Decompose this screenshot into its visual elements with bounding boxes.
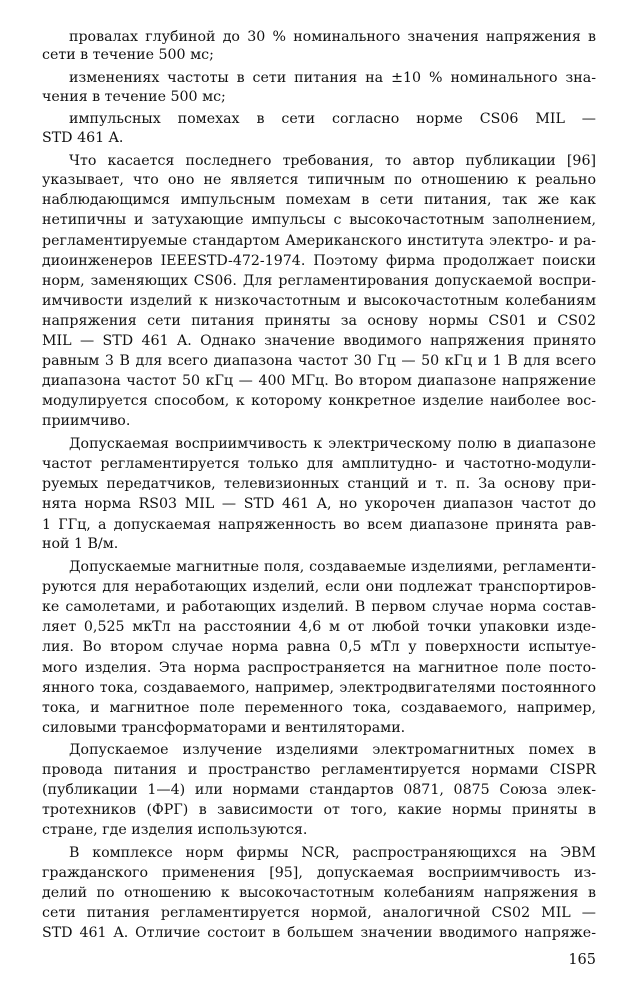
text-line bbox=[42, 783, 596, 797]
text-line bbox=[42, 701, 596, 715]
text-line bbox=[42, 886, 596, 900]
text-line-content: регламентируемые стандартом Американского института электро- и ра- bbox=[42, 233, 596, 249]
text-line bbox=[42, 537, 596, 551]
text-line-content: янного тока, создаваемого, например, электродвигателями постоянного bbox=[42, 680, 596, 696]
text-line-content: чения в течение 500 мс; bbox=[42, 89, 226, 105]
text-line bbox=[42, 374, 596, 388]
text-line bbox=[42, 294, 596, 308]
text-line bbox=[42, 414, 596, 428]
text-line-content: приимчиво. bbox=[42, 413, 131, 429]
text-line-content: руемых передатчиков, телевизионных станций и т. п. За основу при- bbox=[42, 476, 596, 492]
text-line-content: руются для неработающих изделий, если они подлежат транспортиров- bbox=[42, 579, 596, 595]
text-line-content: Допускаемая восприимчивость к электрическому полю в диапазоне bbox=[69, 436, 596, 452]
text-line bbox=[42, 823, 596, 837]
text-line-content: импульсных помехах в сети согласно норме CS06 MIL — bbox=[69, 111, 596, 127]
text-line bbox=[42, 580, 596, 594]
text-line-content: нетипичны и затухающие импульсы с высокочастотным заполнением, bbox=[42, 212, 596, 228]
text-line-content: диапазона частот 50 кГц — 400 МГц. Во втором диапазоне напряжение bbox=[42, 373, 596, 389]
text-line bbox=[42, 193, 596, 207]
text-line-content: диоинженеров IEEESTD-472-1974. Поэтому фирма продолжает поиски bbox=[42, 253, 596, 269]
text-line bbox=[42, 154, 596, 168]
page-body bbox=[42, 30, 596, 990]
text-line bbox=[42, 926, 596, 940]
text-line-content: провода питания и пространство регламентируется нормами CISPR bbox=[42, 762, 596, 778]
text-line-content: изменениях частоты в сети питания на ±10 % номинального зна- bbox=[69, 70, 596, 86]
text-line-content: норм, заменяющих CS06. Для регламентирования допускаемой воспри- bbox=[42, 273, 596, 289]
text-line bbox=[42, 234, 596, 248]
text-line-content: модулируется способом, к которому конкретное изделие наиболее вос- bbox=[42, 393, 596, 409]
text-line-content: наблюдающимся импульсным помехам в сети питания, так же как bbox=[42, 192, 596, 208]
text-line bbox=[42, 334, 596, 348]
text-line bbox=[42, 394, 596, 408]
text-line-content: тока, и магнитное поле переменного тока, создаваемого, например, bbox=[42, 700, 596, 716]
text-line-content: делий по отношению к высокочастотным колебаниям напряжения в bbox=[42, 885, 596, 901]
text-line bbox=[42, 600, 596, 614]
text-line bbox=[42, 640, 596, 654]
text-line-content: лия. Во втором случае норма равна 0,5 мТл у поверхности испытуе- bbox=[42, 639, 596, 655]
text-line bbox=[42, 518, 596, 532]
text-line bbox=[42, 661, 596, 675]
text-line-content: (публикации 1—4) или нормами стандартов 0871, 0875 Союза элек- bbox=[42, 782, 596, 798]
text-line-content: нята норма RS03 MIL — STD 461 A, но укорочен диапазон частот до bbox=[42, 496, 596, 512]
text-line bbox=[42, 763, 596, 777]
text-line bbox=[42, 437, 596, 451]
text-line bbox=[42, 213, 596, 227]
text-line bbox=[42, 173, 596, 187]
text-line-content: тротехников (ФРГ) в зависимости от того, какие нормы приняты в bbox=[42, 802, 596, 818]
text-line bbox=[42, 560, 596, 574]
text-line-content: мого изделия. Эта норма распространяется на магнитное поле посто- bbox=[42, 660, 596, 676]
text-line-content: В комплексе норм фирмы NCR, распространяющихся на ЭВМ bbox=[69, 845, 596, 861]
text-line bbox=[42, 48, 596, 62]
text-line-content: сети питания регламентируется нормой, аналогичной CS02 MIL — bbox=[42, 905, 596, 921]
text-line bbox=[42, 90, 596, 104]
text-line-content: силовыми трансформаторами и вентиляторами. bbox=[42, 720, 406, 736]
text-line-content: стране, где изделия используются. bbox=[42, 822, 308, 838]
text-line bbox=[42, 71, 596, 85]
text-line-content: ке самолетами, и работающих изделий. В первом случае норма состав- bbox=[42, 599, 596, 615]
text-line-content: указывает, что оно не является типичным по отношению к реально bbox=[42, 172, 596, 188]
text-line-content: частот регламентируется только для амплитудно- и частотно-модули- bbox=[42, 456, 596, 472]
text-line bbox=[42, 314, 596, 328]
page-number: 165 bbox=[568, 952, 596, 968]
text-line-content: напряжения сети питания приняты за основу нормы CS01 и CS02 bbox=[42, 313, 596, 329]
text-line-content: Допускаемые магнитные поля, создаваемые изделиями, регламенти- bbox=[69, 559, 596, 575]
text-line-content: 1 ГГц, а допускаемая напряженность во всем диапазоне принята рав- bbox=[42, 517, 596, 533]
text-line-content: имчивости изделий к низкочастотным и высокочастотным колебаниям bbox=[42, 293, 596, 309]
text-line bbox=[42, 721, 596, 735]
text-line bbox=[42, 274, 596, 288]
text-line-content: Что касается последнего требования, то автор публикации [96] bbox=[69, 153, 596, 169]
text-line bbox=[42, 112, 596, 126]
text-line bbox=[42, 743, 596, 757]
text-line bbox=[42, 906, 596, 920]
text-line bbox=[42, 131, 596, 145]
text-line-content: STD 461 A. bbox=[42, 130, 124, 146]
text-line-content: провалах глубиной до 30 % номинального значения напряжения в bbox=[69, 29, 596, 45]
text-line bbox=[42, 866, 596, 880]
text-line-content: ляет 0,525 мкТл на расстоянии 4,6 м от любой точки упаковки изде- bbox=[42, 619, 596, 635]
text-line-content: STD 461 A. Отличие состоит в большем значении вводимого напряже- bbox=[42, 925, 596, 941]
text-line bbox=[42, 497, 596, 511]
text-line bbox=[42, 30, 596, 44]
text-line-content: сети в течение 500 мс; bbox=[42, 47, 214, 63]
text-line-content: ной 1 В/м. bbox=[42, 536, 119, 552]
text-line bbox=[42, 620, 596, 634]
text-line bbox=[42, 846, 596, 860]
text-line-content: Допускаемое излучение изделиями электромагнитных помех в bbox=[69, 742, 596, 758]
text-line bbox=[42, 254, 596, 268]
text-line-content: равным 3 В для всего диапазона частот 30 Гц — 50 кГц и 1 В для всего bbox=[42, 353, 596, 369]
text-line-content: MIL — STD 461 A. Однако значение вводимого напряжения принято bbox=[42, 333, 596, 349]
text-line-content: гражданского применения [95], допускаемая восприимчивость из- bbox=[42, 865, 596, 881]
text-line bbox=[42, 477, 596, 491]
text-line bbox=[42, 354, 596, 368]
text-line bbox=[42, 681, 596, 695]
text-line bbox=[42, 457, 596, 471]
text-line bbox=[42, 803, 596, 817]
